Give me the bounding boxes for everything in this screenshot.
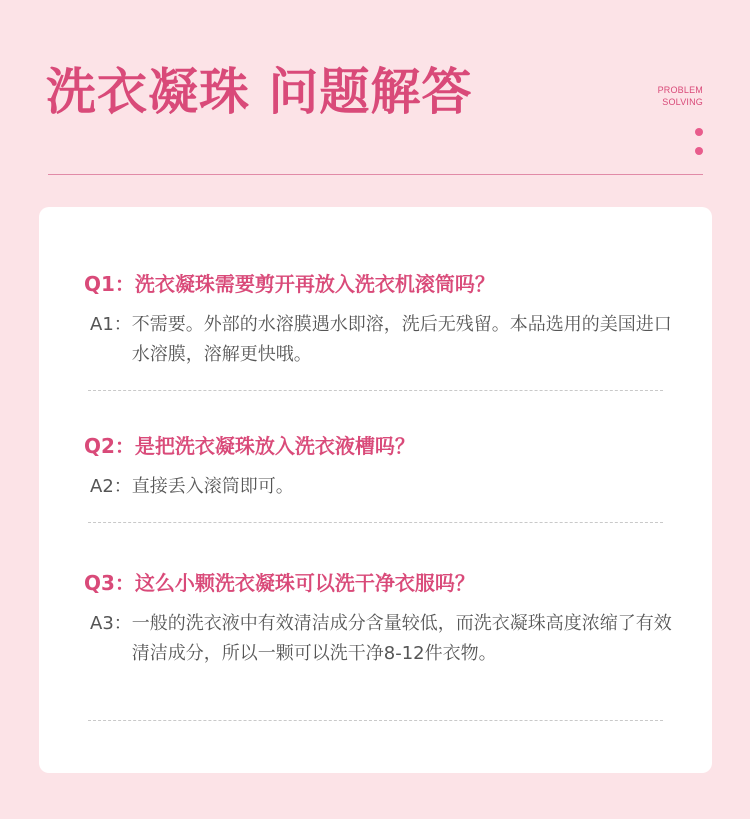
decorative-dot xyxy=(695,128,703,136)
faq-item-1 xyxy=(84,271,674,370)
question-3-text: 这么小颗洗衣凝珠可以洗干净衣服吗？ xyxy=(134,571,475,595)
header-divider xyxy=(48,174,703,175)
answer-2-label: A2： xyxy=(90,476,132,497)
answer-1 xyxy=(84,310,674,370)
question-1-text: 洗衣凝珠需要剪开再放入洗衣机滚筒吗？ xyxy=(134,272,495,296)
problem-solving-tag xyxy=(658,84,703,108)
faq-separator xyxy=(88,720,663,721)
page-title: 洗衣凝珠 问题解答 xyxy=(46,63,473,121)
faq-card xyxy=(39,207,712,773)
tag-line-1: PROBLEM xyxy=(657,85,703,95)
answer-3-label: A3： xyxy=(90,613,132,634)
question-2-label: Q2： xyxy=(84,434,135,458)
answer-3 xyxy=(84,609,674,669)
faq-separator xyxy=(88,390,663,391)
question-1-label: Q1： xyxy=(84,272,135,296)
answer-2 xyxy=(84,472,674,502)
tag-line-2: SOLVING xyxy=(662,97,703,107)
answer-2-text: 直接丢入滚筒即可。 xyxy=(131,476,294,497)
answer-1-text: 不需要。外部的水溶膜遇水即溶，洗后无残留。本品选用的美国进口水溶膜，溶解更快哦。 xyxy=(131,314,672,365)
decorative-dot xyxy=(695,147,703,155)
question-3 xyxy=(84,570,674,596)
question-3-label: Q3： xyxy=(84,571,135,595)
faq-separator xyxy=(88,522,663,523)
question-2-text: 是把洗衣凝珠放入洗衣液槽吗？ xyxy=(134,434,415,458)
faq-item-3 xyxy=(84,570,674,669)
faq-item-2 xyxy=(84,433,674,502)
answer-1-label: A1： xyxy=(90,314,132,335)
question-1 xyxy=(84,271,674,297)
answer-3-text: 一般的洗衣液中有效清洁成分含量较低，而洗衣凝珠高度浓缩了有效清洁成分，所以一颗可以洗干净8-12件衣物。 xyxy=(131,613,672,664)
question-2 xyxy=(84,433,674,459)
